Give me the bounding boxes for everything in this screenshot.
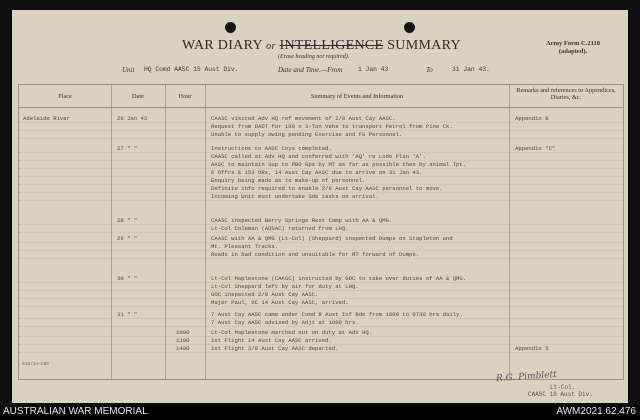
row-date: 28 " " (117, 217, 138, 224)
row-rule (19, 326, 623, 327)
row-text: Lt-Col Sheppard left by air for duty at LHQ. (211, 283, 359, 290)
row-rule (19, 290, 623, 291)
row-rule (19, 352, 623, 353)
row-text: 1st Flight 2/8 Aust Cay AASC departed. (211, 345, 339, 352)
erase-note: (Erase heading not required). (278, 54, 350, 60)
col-place: Place (58, 93, 72, 100)
row-text: Mt. Pleasant Tracks. (211, 243, 279, 250)
punch-hole (225, 22, 236, 33)
row-date: 30 " " (117, 275, 138, 282)
row-text: Lt-Col Coleman (ADSAC) returned from LHQ. (211, 225, 349, 232)
row-date: 27 " " (117, 145, 138, 152)
table-header (19, 85, 623, 108)
col-remarks: Remarks and references to Appendices, Diaries, &c. (516, 87, 616, 101)
row-date: 29 " " (117, 235, 138, 242)
row-place: Adelaide River (23, 115, 70, 122)
row-text: Instructions to AASC Coys completed. (211, 145, 332, 152)
row-text: Definite info required to enable 2/8 Aust Cay AASC personnel to move. (211, 185, 443, 192)
unit-label: Unit (122, 66, 135, 74)
form-number: Army Form C.2118 (adapted). (546, 40, 600, 55)
signature-block: Lt-Col. CAASC 18 Aust Div. (528, 384, 593, 398)
row-text: Incoming Unit must undertake Sde tasks on arrival. (211, 193, 379, 200)
row-rule (19, 258, 623, 259)
row-hour: 1400 (176, 345, 190, 352)
row-text: CAASC with AA & QMG (Lt-Col) (Sheppard) inspected Dumps on Stapleton and (211, 235, 453, 242)
row-text: AASC to maintain Sup to PBO Gps by MT as far as possible then by animal Tpt. (211, 161, 467, 168)
row-hour: 1100 (176, 337, 190, 344)
row-rule (19, 200, 623, 201)
printer-mark: 818/1A—C08 (22, 362, 50, 367)
row-text: Roads in bad condition and unsuitable for MT forward of Dumps. (211, 251, 420, 258)
row-text: Request from DADT for 100 x 3-Ton Vehs to transport Petrol from Pine Ck. (211, 123, 453, 130)
unit-date-row (12, 66, 628, 78)
row-text: Enquiry being made as to make-up of personnel. (211, 177, 366, 184)
row-remark: Appendix "C" (515, 145, 556, 152)
signature: R.G. Pimblett (495, 369, 558, 385)
row-rule (19, 242, 623, 243)
from-value: 1 Jan 43 (358, 66, 389, 73)
punch-hole (404, 22, 415, 33)
col-hour: Hour (178, 93, 192, 100)
row-rule (19, 232, 623, 233)
row-text: CAASC visited Adv HQ ref movement of 2/8 Aust Cay AASC. (211, 115, 396, 122)
row-text: GOC inspected 2/8 Aust Cay AASC. (211, 291, 319, 298)
row-remark: Appendix 5 (515, 345, 549, 352)
row-text: Major Paul, OC 14 Aust Cay AASC, arrived. (211, 299, 349, 306)
unit-value: HQ Comd AASC 1S Aust Div. (144, 66, 239, 73)
col-date: Date (132, 93, 144, 100)
row-text: 1st Flight 14 Aust Cay AASC arrived. (211, 337, 332, 344)
row-hour: 1000 (176, 329, 190, 336)
row-rule (19, 306, 623, 307)
to-value: 31 Jan 43. (452, 66, 490, 73)
diary-table (18, 84, 624, 380)
row-text: Lt-Col Maplestone marched out on duty at Adv HQ. (211, 329, 373, 336)
to-label: To (426, 66, 433, 74)
war-diary-sheet (12, 10, 628, 403)
row-text: 7 Aust Cay AASC came under Comd 8 Aust Inf Bde from 1800 to 0730 hrs daily. (211, 311, 463, 318)
row-remark: Appendix B (515, 115, 549, 122)
archive-id: AWM2021.62.476 (556, 406, 636, 417)
row-rule (19, 138, 623, 139)
row-date: 31 " " (117, 311, 138, 318)
row-text: 7 Aust Cay AASC advised by Adjt at 1800 hrs. (211, 319, 359, 326)
form-title: WAR DIARY or INTELLIGENCE SUMMARY (182, 38, 461, 53)
row-date: 26 Jan 43 (117, 115, 148, 122)
row-text: Unable to supply owing pending Exercise and FS Personnel. (211, 131, 403, 138)
row-text: CAASC called at Adv HQ and conferred with 'AQ' re Lode Plan 'A'. (211, 153, 426, 160)
row-text: CAASC inspected Berry Springs Rest Camp with AA & QMG. (211, 217, 393, 224)
row-text: 6 Offrs & 153 ORs, 14 Aust Cay AASC due to arrive on 31 Jan 43. (211, 169, 423, 176)
col-summary: Summary of Events and Information (310, 93, 404, 100)
row-text: Lt-Col Maplestone (CAASC) instructed by GOC to take over duties of AA & QMG. (211, 275, 467, 282)
archive-name: AUSTRALIAN WAR MEMORIAL (3, 406, 148, 417)
date-label: Date and Time.—From (278, 66, 343, 74)
archive-footer (0, 405, 640, 420)
